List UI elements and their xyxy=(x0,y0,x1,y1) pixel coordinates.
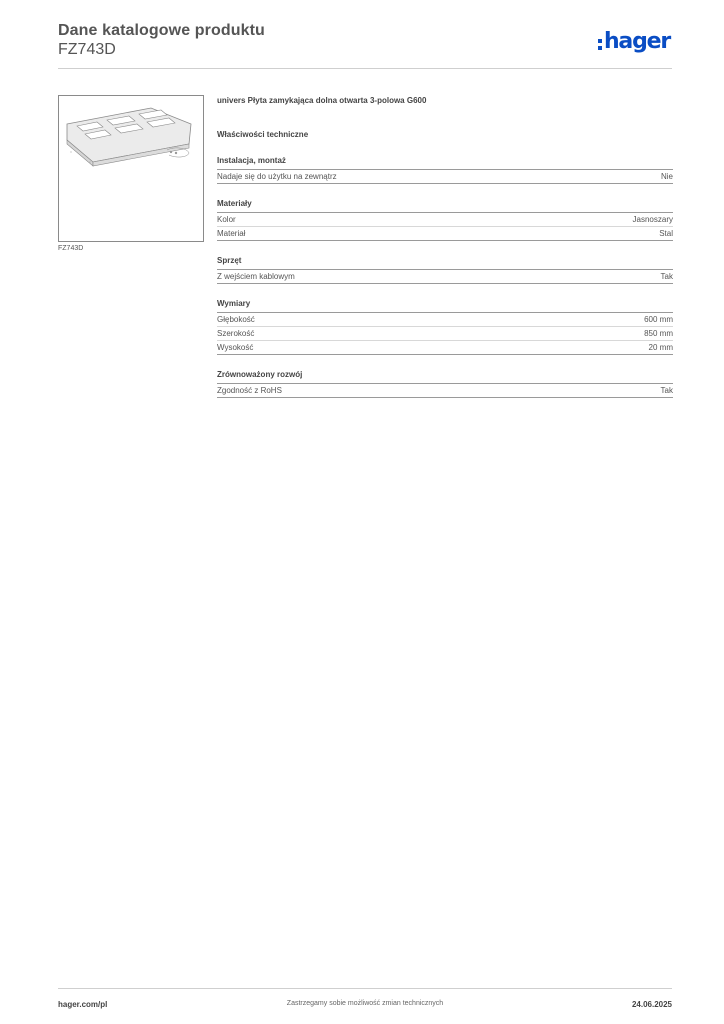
section-header: Wymiary xyxy=(217,298,673,313)
property-label: Nadaje się do użytku na zewnątrz xyxy=(217,172,337,181)
website-link[interactable]: hager.com/pl xyxy=(58,1000,108,1009)
section-dimensions xyxy=(217,298,673,355)
property-row xyxy=(217,227,673,241)
section-header: Materiały xyxy=(217,198,673,213)
disclaimer-text: Zastrzegamy sobie możliwość zmian technicznych xyxy=(286,1000,444,1007)
document-date: 24.06.2025 xyxy=(631,1000,672,1009)
product-details xyxy=(217,95,673,398)
property-value: Stal xyxy=(659,229,673,238)
property-row xyxy=(217,341,673,355)
page-footer xyxy=(58,988,672,1013)
technical-properties-heading: Właściwości techniczne xyxy=(217,130,309,139)
product-image xyxy=(58,95,204,242)
product-title: univers Płyta zamykająca dolna otwarta 3-polowa G600 xyxy=(217,96,427,105)
property-label: Kolor xyxy=(217,215,236,224)
page-header xyxy=(58,22,672,69)
property-label: Szerokość xyxy=(217,329,255,338)
property-row xyxy=(217,384,673,398)
property-label: Z wejściem kablowym xyxy=(217,272,295,281)
property-value: Nie xyxy=(660,172,673,181)
property-label: Wysokość xyxy=(217,343,254,352)
property-value: 20 mm xyxy=(648,343,673,352)
document-title: Dane katalogowe produktu xyxy=(58,22,265,39)
property-row xyxy=(217,213,673,227)
section-installation xyxy=(217,155,673,184)
hager-logo[interactable] xyxy=(598,26,670,58)
property-value: 850 mm xyxy=(644,329,673,338)
property-label: Materiał xyxy=(217,229,246,238)
property-value: 600 mm xyxy=(644,315,673,324)
property-value: Tak xyxy=(660,386,673,395)
property-row xyxy=(217,313,673,327)
property-label: Głębokość xyxy=(217,315,255,324)
logo-text: hager xyxy=(603,29,670,54)
product-code: FZ743D xyxy=(58,41,116,58)
section-header: Sprzęt xyxy=(217,255,673,270)
property-row xyxy=(217,170,673,184)
section-materials xyxy=(217,198,673,241)
section-equipment xyxy=(217,255,673,284)
property-label: Zgodność z RoHS xyxy=(217,386,282,395)
image-caption: FZ743D xyxy=(58,245,84,252)
property-value: Jasnoszary xyxy=(632,215,673,224)
logo-dots-icon xyxy=(598,39,602,50)
property-row xyxy=(217,270,673,284)
section-header: Zrównoważony rozwój xyxy=(217,369,673,384)
section-header: Instalacja, montaż xyxy=(217,155,673,170)
section-sustainability xyxy=(217,369,673,398)
closing-plate-illustration xyxy=(59,96,203,241)
property-row xyxy=(217,327,673,341)
property-value: Tak xyxy=(660,272,673,281)
